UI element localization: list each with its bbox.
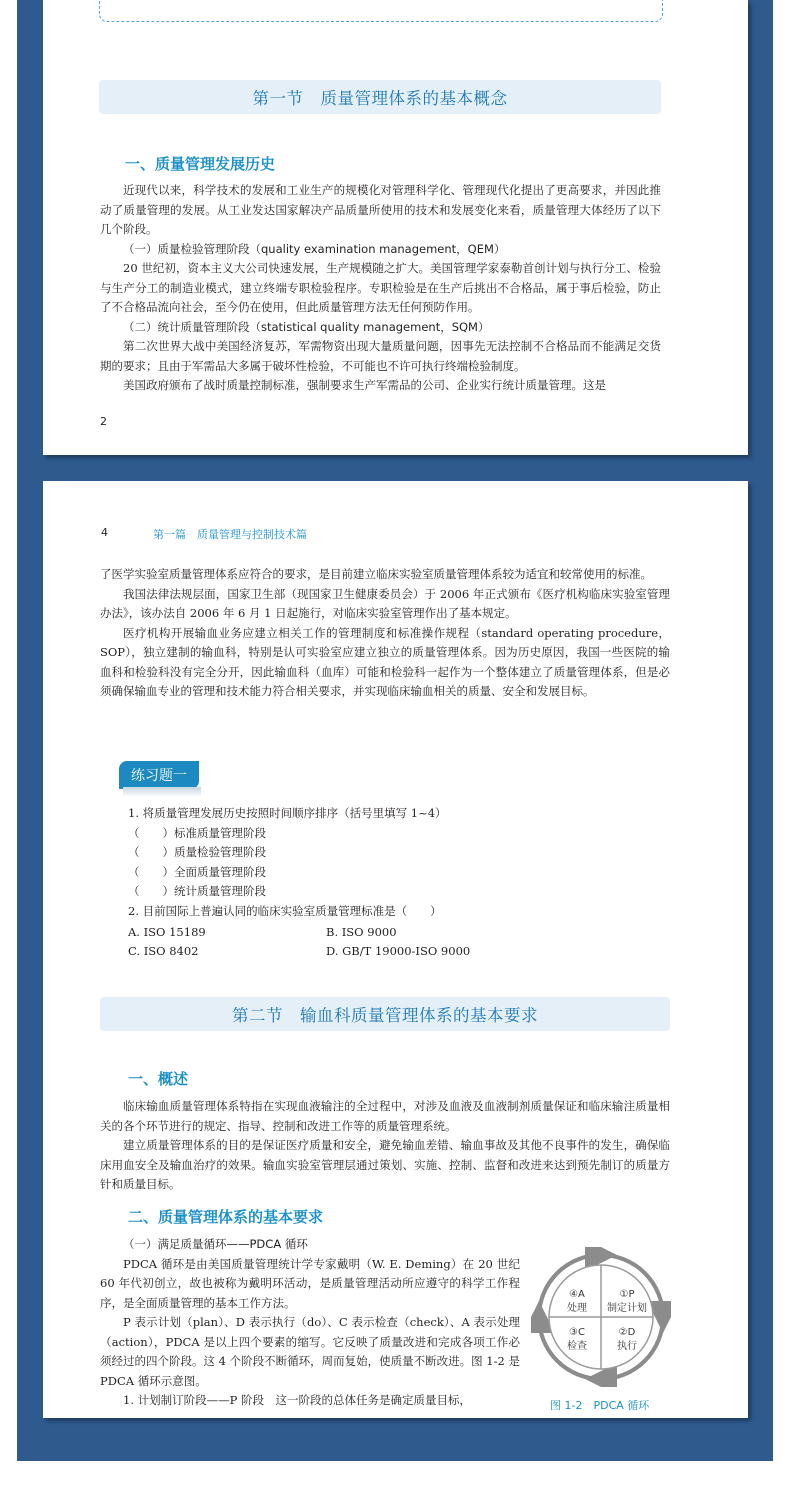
- option-d: D. GB/T 19000-ISO 9000: [326, 944, 471, 958]
- exercise-tab-shadow: [123, 787, 201, 797]
- exercise-line: （ ）全面质量管理阶段: [128, 864, 266, 879]
- heading-overview: 一、概述: [128, 1070, 189, 1088]
- quadrant-c-label: 检查: [567, 1341, 587, 1352]
- subheading-qem: （一）质量检验管理阶段（quality examination management，QEM）: [123, 241, 506, 256]
- section-title-bar: 第一节 质量管理体系的基本概念: [99, 80, 661, 114]
- exercise-questions: [128, 804, 447, 921]
- overview-body: [100, 1097, 670, 1195]
- paragraph: 第二次世界大战中美国经济复苏，军需物资出现大量质量问题，因事先无法控制不合格品而不能满足交货期的要求；且由于军需品大多属于破坏性检验，不可能也不许可执行终端检验制度。: [100, 339, 661, 373]
- page2-body: [100, 565, 670, 702]
- paragraph: 临床输血质量管理体系特指在实现血液输注的全过程中，对涉及血液及血液制剂质量保证和临床输注质量相关的各个环节进行的规定、指导、控制和改进工作等的质量管理系统。: [100, 1099, 670, 1133]
- paragraph: 近现代以来，科学技术的发展和工业生产的规模化对管理科学化、管理现代化提出了更高要求，并因此推动了质量管理的发展。从工业发达国家解决产品质量所使用的技术和发展变化来看，质量管理大体经历了以下几个阶段。: [100, 183, 661, 236]
- paragraph: 20 世纪初，资本主义大公司快速发展，生产规模随之扩大。美国管理学家泰勒首创计划与执行分工、检验与生产分工的制造业模式，建立终端专职检验程序。专职检验是在生产后挑出不合格品，属于事后检验，防止了不合格品流向社会，至今仍在使用，但此质量管理方法无任何预防作用。: [100, 261, 661, 314]
- option-c: C. ISO 8402: [128, 944, 199, 958]
- subheading-sqm: （二）统计质量管理阶段（statistical quality management，SQM）: [123, 319, 490, 334]
- running-header: 第一篇 质量管理与控制技术篇: [153, 528, 307, 541]
- paragraph: 我国法律法规层面，国家卫生部（现国家卫生健康委员会）于 2006 年正式颁布《医疗机构临床实验室管理办法》，该办法自 2006 年 6 月 1 日起施行，对临床实验室管理作出了基本规定。: [100, 586, 670, 620]
- exercise-line: 2. 目前国际上普遍认同的临床实验室质量管理标准是（ ）: [128, 903, 442, 918]
- section-title-bar: 第二节 输血科质量管理体系的基本要求: [100, 997, 670, 1031]
- quadrant-c-num: ③C: [569, 1327, 585, 1338]
- exercise-line: （ ）统计质量管理阶段: [128, 884, 266, 898]
- paragraph: 1. 计划制订阶段——P 阶段 这一阶段的总体任务是确定质量目标，: [123, 1393, 472, 1407]
- paragraph: 医疗机构开展输血业务应建立相关工作的管理制度和标准操作规程（standard operating procedure，SOP），独立建制的输血科，特别是认可实验室应建立独立的质量管理体系。因为历史原因，我国一些医院的输血科和检验科没有完全分开，因此输血科（血库）可能和检验科一起作为一个整体建立了质量管理体系，但是必须确保输血专业的管理和技术能力符合相关要求，并实现临床输血相关的质量、安全和发展目标。: [100, 625, 670, 698]
- paragraph: PDCA 循环是由美国质量管理统计学专家戴明（W. E. Deming）在 20 世纪 60 年代初创立，故也被称为戴明环活动，是质量管理活动所应遵守的科学工作程序，是全面质量管理的基本工作方法。: [100, 1256, 520, 1310]
- heading-history: 一、质量管理发展历史: [125, 155, 276, 173]
- exercise-tab: 练习题一: [119, 761, 199, 789]
- quadrant-p-num: ①P: [619, 1289, 635, 1300]
- exercise-line: （ ）质量检验管理阶段: [128, 845, 266, 859]
- pdca-cycle-diagram: [531, 1247, 671, 1387]
- quadrant-d-num: ②D: [618, 1327, 636, 1338]
- paragraph: 美国政府颁布了战时质量控制标准，强制要求生产军需品的公司、企业实行统计质量管理。这是: [123, 378, 606, 392]
- objectives-box: [99, 0, 663, 22]
- option-a: A. ISO 15189: [128, 925, 206, 939]
- quadrant-a-num: ④A: [569, 1289, 585, 1300]
- quadrant-p-label: 制定计划: [607, 1303, 647, 1314]
- book-page-4: [43, 481, 748, 1418]
- pdca-body: [100, 1235, 520, 1411]
- quadrant-d-label: 执行: [617, 1341, 637, 1352]
- figure-caption: 图 1-2 PDCA 循环: [550, 1399, 650, 1412]
- book-page-2: [43, 0, 748, 455]
- heading-requirements: 二、质量管理体系的基本要求: [128, 1208, 324, 1226]
- quadrant-a-label: 处理: [567, 1303, 587, 1314]
- page1-body: [100, 181, 661, 396]
- exercise-line: 1. 将质量管理发展历史按照时间顺序排序（括号里填写 1~4）: [128, 806, 447, 820]
- page-number: 2: [100, 415, 107, 428]
- option-b: B. ISO 9000: [326, 925, 397, 939]
- paragraph: 了医学实验室质量管理体系应符合的要求，是目前建立临床实验室质量管理体系较为适宜和较常使用的标准。: [100, 567, 652, 581]
- subheading-pdca: （一）满足质量循环——PDCA 循环: [123, 1237, 308, 1251]
- exercise-line: （ ）标准质量管理阶段: [128, 825, 266, 840]
- page-number: 4: [101, 526, 108, 539]
- paragraph: P 表示计划（plan）、D 表示执行（do）、C 表示检查（check）、A 表示处理（action），PDCA 是以上四个要素的缩写。它反映了质量改进和完成各项工作必须经过的四个阶段。这 4 个阶段不断循环，周而复始，使质量不断改进。图 1-2 是 PDCA 循环示意图。: [100, 1315, 520, 1388]
- paragraph: 建立质量管理体系的目的是保证医疗质量和安全，避免输血差错、输血事故及其他不良事件的发生，确保临床用血安全及输血治疗的效果。输血实验室管理层通过策划、实施、控制、监督和改进来达到预先制订的质量方针和质量目标。: [100, 1138, 670, 1191]
